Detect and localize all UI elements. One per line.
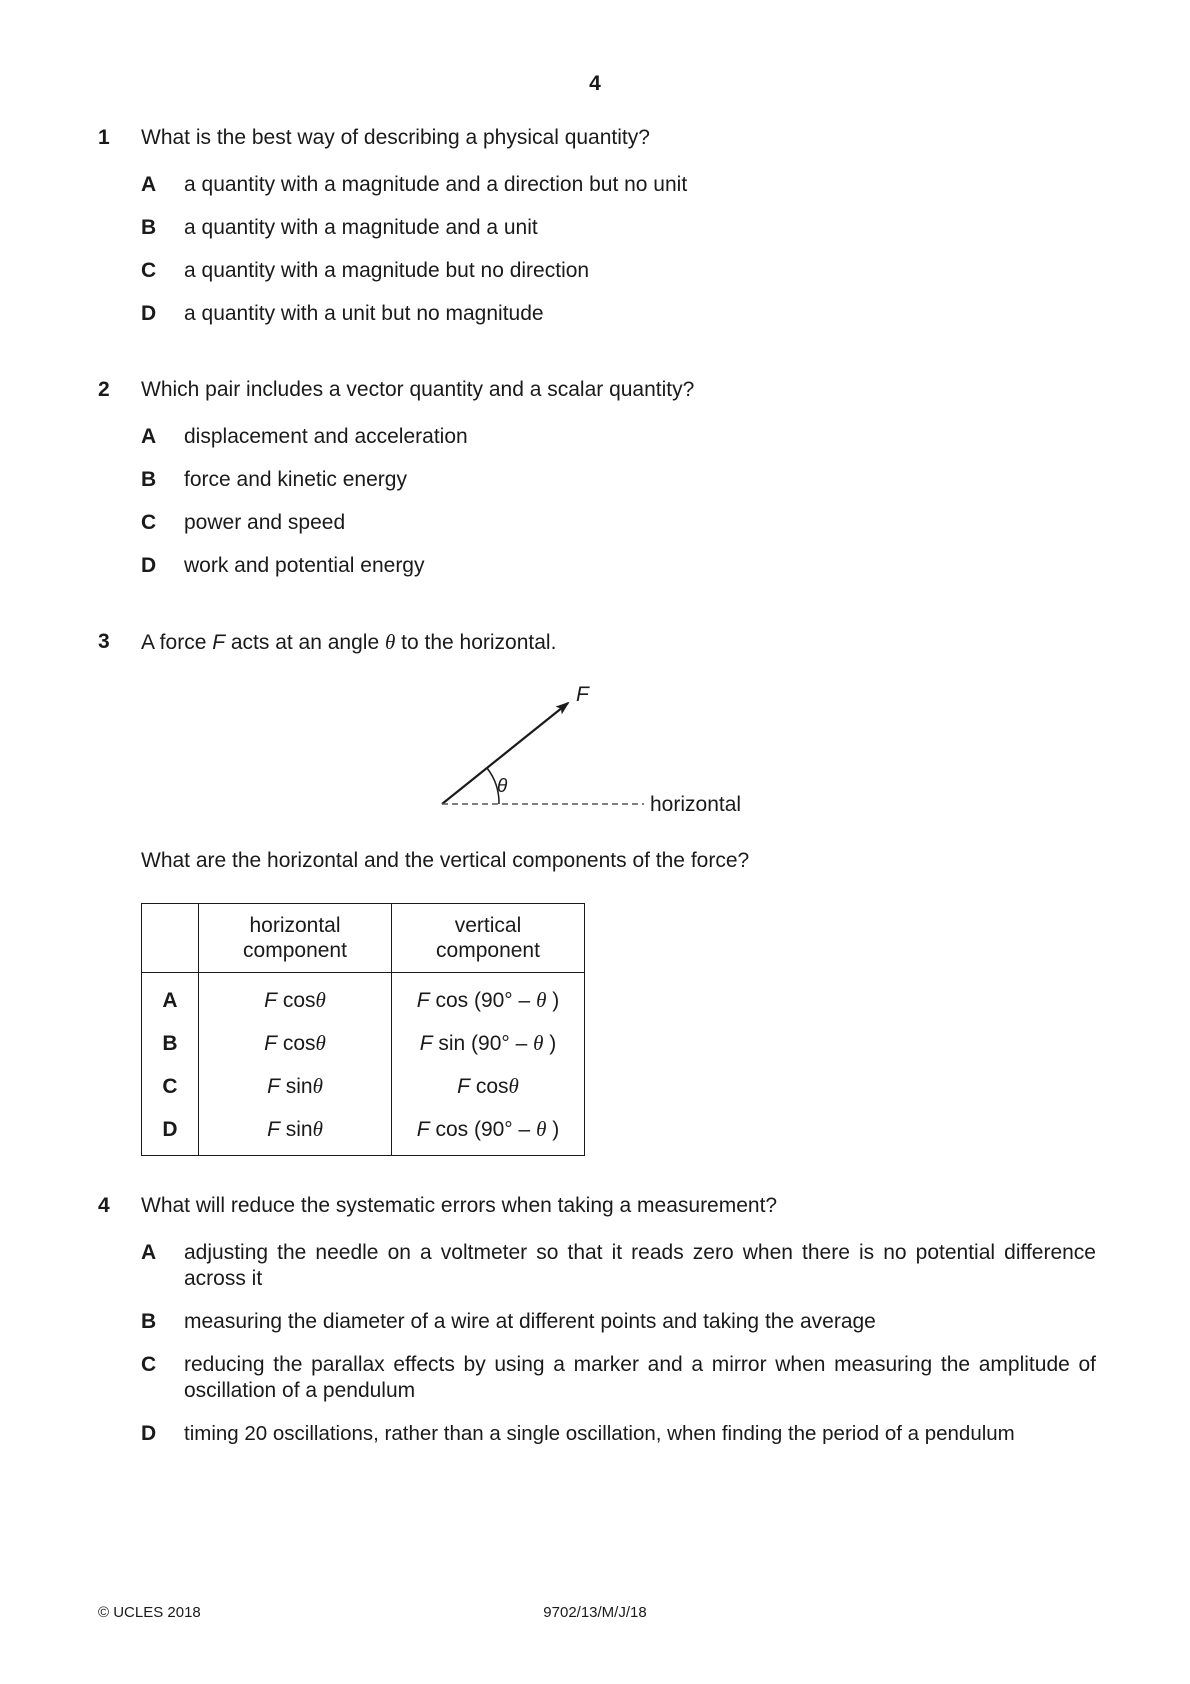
horizontal-cell: F sinθ [199, 1108, 392, 1156]
horizontal-cell: F cosθ [199, 973, 392, 1023]
table-header-vertical [392, 904, 585, 973]
question-1-option-c-letter: C [141, 259, 157, 282]
question-1-number: 1 [98, 126, 110, 149]
header-vertical-text: vertical component [436, 914, 540, 962]
table-row [142, 973, 585, 1023]
header-horizontal-text: horizontal component [243, 914, 347, 962]
question-1-option-a-letter: A [141, 173, 157, 196]
question-1-option-a-text: a quantity with a magnitude and a direction but no unit [184, 173, 688, 196]
row-letter: C [142, 1065, 199, 1108]
row-letter: B [142, 1022, 199, 1065]
question-4-option-d-letter: D [141, 1422, 157, 1445]
question-2-number: 2 [98, 378, 110, 401]
vertical-cell: F cos (90° – θ ) [392, 973, 585, 1023]
question-1-option-d-text: a quantity with a unit but no magnitude [184, 302, 544, 325]
vertical-cell: F cosθ [392, 1065, 585, 1108]
force-label: F [576, 683, 589, 706]
question-4-option-b-letter: B [141, 1310, 157, 1333]
question-1-option-b-text: a quantity with a magnitude and a unit [184, 216, 538, 239]
footer-paper-code: 9702/13/M/J/18 [543, 1604, 647, 1621]
question-2-option-a-text: displacement and acceleration [184, 425, 468, 448]
question-2-option-b-letter: B [141, 468, 157, 491]
question-2-option-d-letter: D [141, 554, 157, 577]
question-1-text: What is the best way of describing a physical quantity? [141, 126, 650, 149]
question-4-number: 4 [98, 1194, 110, 1217]
question-2-option-d-text: work and potential energy [184, 554, 425, 577]
table-header-blank [142, 904, 199, 973]
question-2-option-c-text: power and speed [184, 511, 346, 534]
question-3-prompt: What are the horizontal and the vertical components of the force? [141, 849, 750, 872]
horizontal-cell: F cosθ [199, 1022, 392, 1065]
horizontal-cell: F sinθ [199, 1065, 392, 1108]
row-letter: D [142, 1108, 199, 1156]
question-2-option-c-letter: C [141, 511, 157, 534]
question-4-option-a-letter: A [141, 1241, 157, 1264]
table-row [142, 1065, 585, 1108]
table-row [142, 1108, 585, 1156]
components-table [141, 903, 585, 1156]
footer-copyright: © UCLES 2018 [98, 1604, 201, 1621]
table-header-row [142, 904, 585, 973]
vertical-cell: F sin (90° – θ ) [392, 1022, 585, 1065]
question-1-option-b-letter: B [141, 216, 157, 239]
question-4-option-a-text: adjusting the needle on a voltmeter so that it reads zero when there is no potential difference across it [184, 1241, 1096, 1290]
question-2-option-a-letter: A [141, 425, 157, 448]
row-letter: A [142, 973, 199, 1023]
question-4-option-c-text: reducing the parallax effects by using a marker and a mirror when measuring the amplitude of oscillation of a pendulum [184, 1353, 1096, 1402]
question-4-option-b-text: measuring the diameter of a wire at different points and taking the average [184, 1310, 876, 1333]
question-4-text: What will reduce the systematic errors when taking a measurement? [141, 1194, 778, 1217]
question-1-option-c-text: a quantity with a magnitude but no direction [184, 259, 590, 282]
vertical-cell: F cos (90° – θ ) [392, 1108, 585, 1156]
question-2-text: Which pair includes a vector quantity and a scalar quantity? [141, 378, 695, 401]
question-3-number: 3 [98, 630, 110, 653]
table-row [142, 1022, 585, 1065]
question-3-text: A force F acts at an angle θ to the horizontal. [141, 630, 557, 654]
question-1-option-d-letter: D [141, 302, 157, 325]
angle-label: θ [497, 776, 508, 797]
question-4-option-d-text: timing 20 oscillations, rather than a single oscillation, when finding the period of a pendulum [184, 1422, 1015, 1445]
question-2-option-b-text: force and kinetic energy [184, 468, 407, 491]
question-4-option-c-letter: C [141, 1353, 157, 1376]
table-header-horizontal [199, 904, 392, 973]
page-number: 4 [589, 72, 601, 95]
horizontal-label: horizontal [650, 793, 742, 816]
